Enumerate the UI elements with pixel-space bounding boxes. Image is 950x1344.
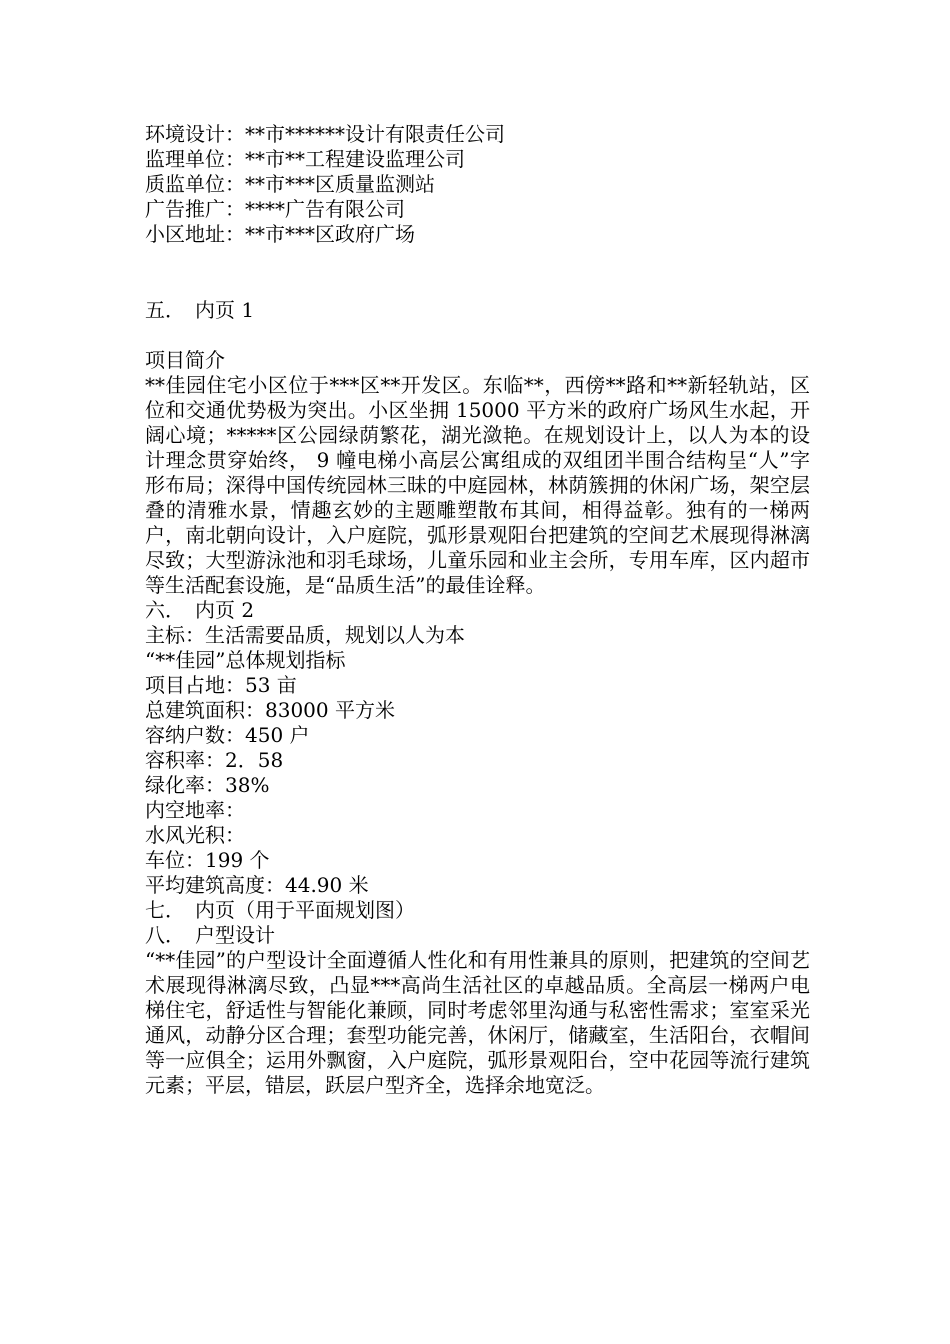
index-item-open-space: 内空地率：: [145, 798, 245, 822]
credit-advertising: 广告推广：****广告有限公司: [145, 197, 405, 221]
section-5-heading: 五． 内页 1: [145, 298, 255, 322]
section-6-index-title: “**佳园”总体规划指标: [145, 648, 346, 672]
spacer: [145, 247, 810, 298]
index-item-water-area: 水风光积：: [145, 823, 245, 847]
index-item-households: 容纳户数：450 户: [145, 723, 310, 747]
credit-supervision-unit: 监理单位：**市**工程建设监理公司: [145, 147, 465, 171]
section-6-main-title: 主标：生活需要品质，规划以人为本: [145, 623, 465, 647]
credit-address: 小区地址：**市***区政府广场: [145, 222, 415, 246]
spacer: [145, 323, 810, 348]
section-6-heading: 六． 内页 2: [145, 598, 255, 622]
section-5-subheading: 项目简介: [145, 348, 225, 372]
section-8-body: “**佳园”的户型设计全面遵循人性化和有用性兼具的原则，把建筑的空间艺术展现得淋漓尽致，凸显***高尚生活社区的卓越品质。全高层一梯两户电梯住宅，舒适性与智能化兼顾，同时考虑邻里沟通与私密性需求；室室采光通风，动静分区合理；套型功能完善，休闲厅，储藏室，生活阳台，衣帽间等一应俱全；运用外飘窗，入户庭院，弧形景观阳台，空中花园等流行建筑元素；平层，错层，跃层户型齐全，选择余地宽泛。: [145, 948, 810, 1097]
planning-index-list: [145, 673, 810, 898]
section-8-heading: 八． 户型设计: [145, 923, 275, 947]
index-item-parking: 车位：199 个: [145, 848, 270, 872]
section-5-body: **佳园住宅小区位于***区**开发区。东临**，西傍**路和**新轻轨站，区位和交通优势极为突出。小区坐拥 15000 平方米的政府广场风生水起，开阔心境；*****区公园绿荫繁花，湖光潋艳。在规划设计上，以人为本的设计理念贯穿始终， 9 幢电梯小高层公寓组成的双组团半围合结构呈“人”字形布局；深得中国传统园林三昧的中庭园林，林荫簇拥的休闲广场，架空层叠的清雅水景，情趣玄妙的主题雕塑散布其间，相得益彰。独有的一梯两户，南北朝向设计，入户庭院，弧形景观阳台把建筑的空间艺术展现得淋漓尽致；大型游泳池和羽毛球场，儿童乐园和业主会所，专用车库，区内超市等生活配套设施，是“品质生活”的最佳诠释。: [145, 373, 810, 597]
section-7-heading: 七． 内页（用于平面规划图）: [145, 898, 415, 922]
index-item-land-area: 项目占地：53 亩: [145, 673, 297, 697]
index-item-green-ratio: 绿化率：38%: [145, 773, 270, 797]
index-item-height: 平均建筑高度：44.90 米: [145, 873, 369, 897]
document-page: [145, 122, 810, 1098]
credits-block: [145, 122, 810, 247]
index-item-plot-ratio: 容积率：2．58: [145, 748, 284, 772]
index-item-floor-area: 总建筑面积：83000 平方米: [145, 698, 395, 722]
credit-environment-design: 环境设计：**市******设计有限责任公司: [145, 122, 505, 146]
credit-quality-unit: 质监单位：**市***区质量监测站: [145, 172, 435, 196]
